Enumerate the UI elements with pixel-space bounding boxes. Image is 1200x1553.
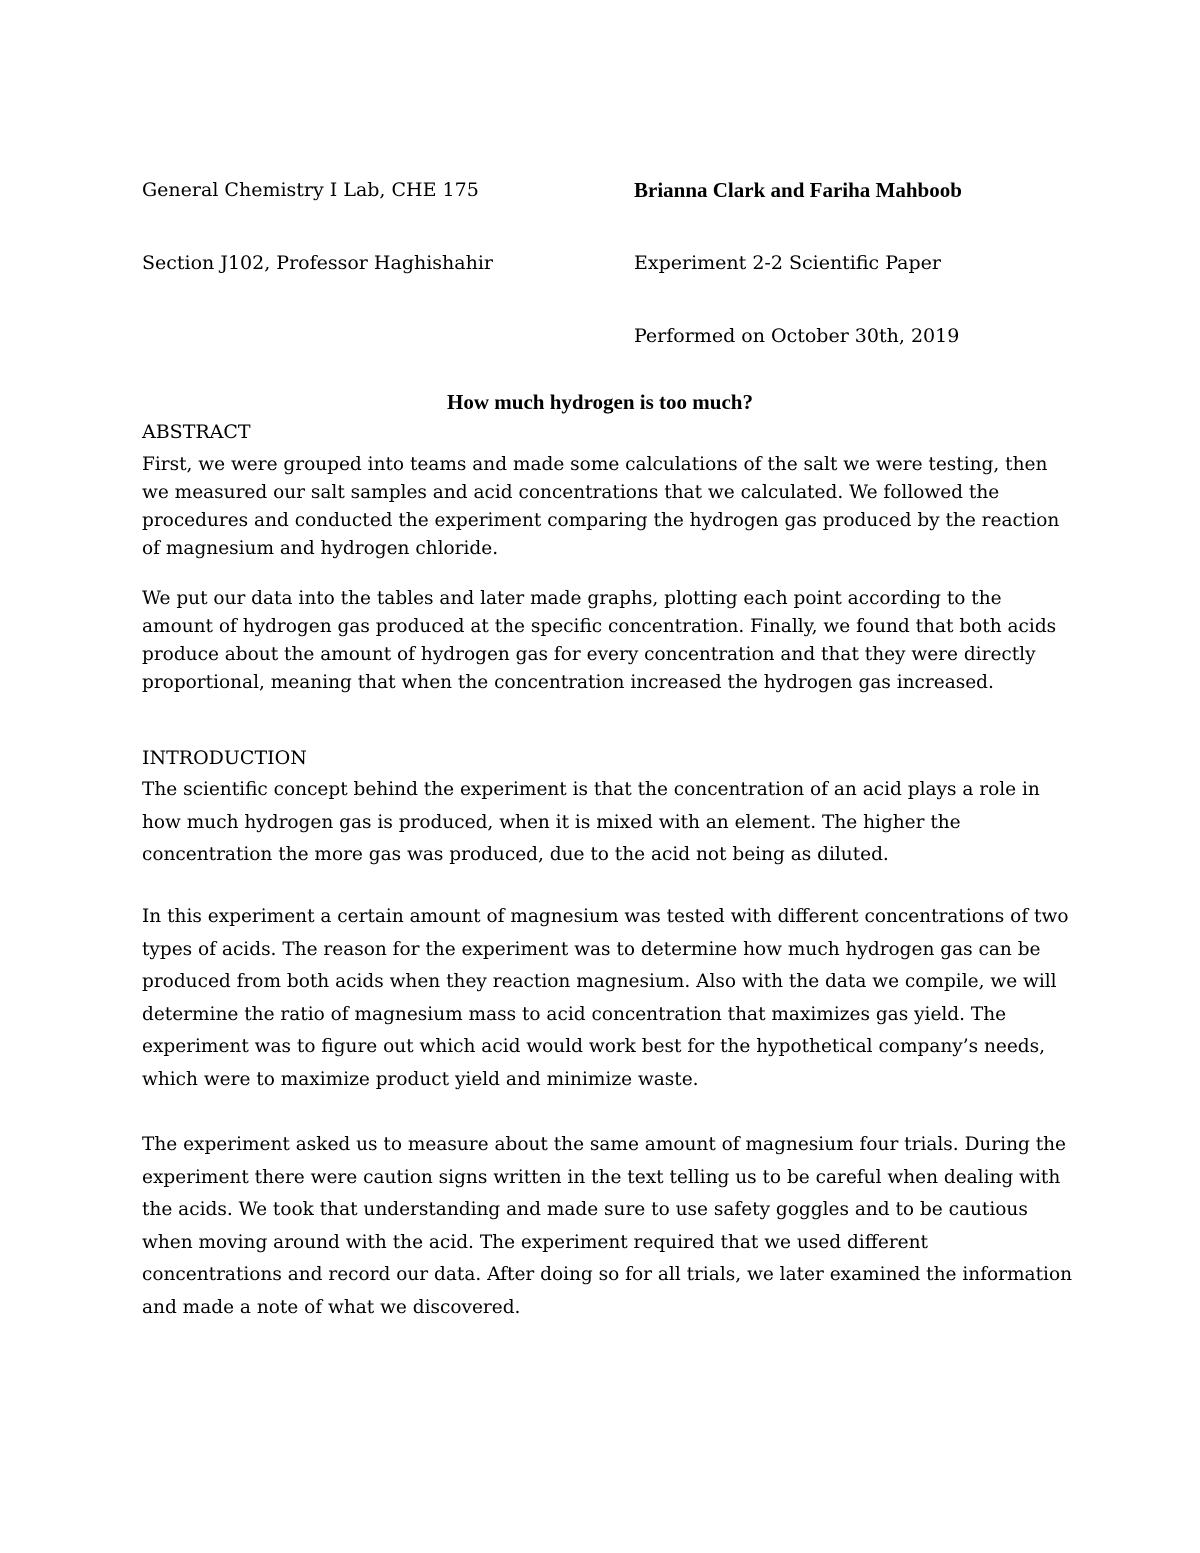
introduction-heading: INTRODUCTION: [142, 747, 307, 769]
introduction-paragraph-1: The scientific concept behind the experiment is that the concentration of an acid plays a role in how much hydrogen gas is produced, when it is mixed with an element. The higher the concentration the more gas was produced, due to the acid not being as diluted.: [142, 779, 1040, 865]
abstract-paragraph-1: First, we were grouped into teams and made some calculations of the salt we were testing, then we measured our salt samples and acid concentrations that we calculated. We followed the procedures and conducted the experiment comparing the hydrogen gas produced by the reaction of magnesium and hydrogen chloride.: [142, 454, 1060, 559]
author-names: Brianna Clark and Fariha Mahboob: [634, 178, 962, 202]
abstract-paragraph-2: We put our data into the tables and later made graphs, plotting each point according to the amount of hydrogen gas produced at the specific concentration. Finally, we found that both acids produce about the amount of hydrogen gas for every concentration and that they were directly proportional, meaning that when the concentration increased the hydrogen gas increased.: [142, 588, 1057, 693]
introduction-paragraph-3: The experiment asked us to measure about the same amount of magnesium four trials. During the experiment there were caution signs written in the text telling us to be careful when dealing with the acids. We took that understanding and made sure to use safety goggles and to be cautious when moving around with the acid. The experiment required that we used different concentrations and record our data. After doing so for all trials, we later examined the information and made a note of what we discovered.: [142, 1134, 1072, 1318]
paper-title: How much hydrogen is too much?: [447, 390, 753, 414]
performed-date: Performed on October 30th, 2019: [634, 325, 960, 347]
abstract-heading: ABSTRACT: [142, 421, 251, 443]
introduction-paragraph-2: In this experiment a certain amount of magnesium was tested with different concentrations of two types of acids. The reason for the experiment was to determine how much hydrogen gas can be produced from both acids when they reaction magnesium. Also with the data we compile, we will determine the ratio of magnesium mass to acid concentration that maximizes gas yield. The experiment was to figure out which acid would work best for the hypothetical company’s needs, which were to maximize product yield and minimize waste.: [142, 906, 1069, 1090]
course-name: General Chemistry I Lab, CHE 175: [142, 179, 479, 201]
experiment-name: Experiment 2-2 Scientific Paper: [634, 252, 941, 274]
section-professor: Section J102, Professor Haghishahir: [142, 252, 494, 274]
